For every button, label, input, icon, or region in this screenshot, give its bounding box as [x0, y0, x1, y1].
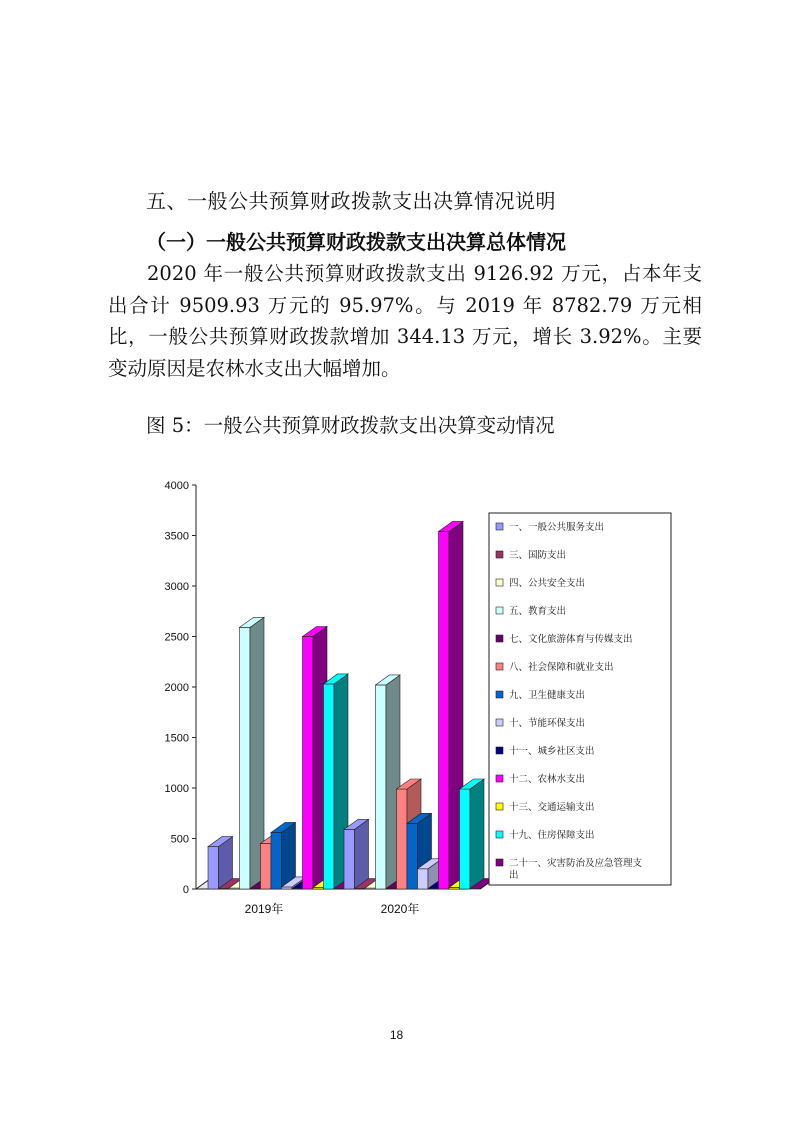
legend-swatch: [496, 579, 503, 586]
legend-swatch: [496, 607, 503, 614]
legend-label-cont: 出: [509, 870, 519, 881]
legend-swatch: [496, 523, 503, 530]
bar-side: [470, 779, 484, 889]
y-tick-label: 500: [170, 833, 189, 846]
bar-front: [397, 789, 408, 889]
expenditure-bar-chart: [150, 475, 680, 925]
body-paragraph: 2020 年一般公共预算财政拨款支出 9126.92 万元，占本年支出合计 9509.93 万元的 95.97%。与 2019 年 8782.79 万元相比，一般公共预算财政拨款增加 344.13 万元，增长 3.92%。主要变动原因是农林水支出大幅增加。: [108, 262, 702, 380]
legend-label: 七、文化旅游体育与传媒支出: [509, 634, 633, 645]
bar-front: [324, 684, 335, 889]
bar-front: [418, 869, 429, 889]
legend-label: 二十一、灾害防治及应急管理支: [509, 858, 643, 869]
bar-front: [407, 823, 418, 889]
bar-front: [344, 829, 355, 889]
legend-swatch: [496, 635, 503, 642]
legend-swatch: [496, 831, 503, 838]
y-tick-label: 4000: [164, 480, 189, 492]
legend-swatch: [496, 551, 503, 558]
x-tick-label: 2019年: [244, 902, 284, 916]
legend-label: 一、一般公共服务支出: [509, 522, 605, 533]
bar-front: [460, 789, 471, 889]
y-tick-label: 0: [182, 884, 189, 896]
chart-bars: [208, 521, 495, 889]
legend-swatch: [496, 691, 503, 698]
y-tick-label: 1500: [164, 732, 189, 745]
legend-label: 十一、城乡社区支出: [509, 746, 595, 757]
legend-swatch: [496, 747, 503, 754]
legend-label: 三、国防支出: [509, 550, 567, 561]
bar-front: [240, 627, 251, 889]
legend-swatch: [496, 803, 503, 810]
y-tick-label: 3000: [164, 581, 189, 593]
legend-label: 九、卫生健康支出: [509, 690, 586, 701]
legend-swatch: [496, 719, 503, 726]
y-tick-label: 2500: [164, 631, 189, 644]
bar-front: [282, 887, 293, 889]
figure-caption: 图 5：一般公共预算财政拨款支出决算变动情况: [146, 414, 555, 437]
legend-swatch: [496, 663, 503, 670]
legend-label: 五、教育支出: [509, 606, 567, 617]
x-tick-label: 2020年: [380, 902, 420, 916]
y-tick-label: 3500: [164, 530, 189, 543]
bar-front: [439, 531, 450, 889]
subsection-heading: （一）一般公共预算财政拨款支出决算总体情况: [146, 230, 566, 254]
legend-label: 十二、农林水支出: [509, 774, 586, 785]
legend-swatch: [496, 859, 503, 866]
chart-legend: [489, 513, 671, 885]
legend-label: 十三、交通运输支出: [509, 802, 595, 813]
bar-front: [208, 847, 219, 889]
legend-label: 八、社会保障和就业支出: [509, 662, 614, 673]
legend-swatch: [496, 775, 503, 782]
legend-label: 十、节能环保支出: [509, 718, 586, 729]
y-tick-label: 1000: [164, 783, 189, 795]
bar-front: [303, 637, 314, 890]
bar-front: [271, 832, 282, 889]
legend-label: 十九、住房保障支出: [509, 830, 595, 841]
section-heading: 五、一般公共预算财政拨款支出决算情况说明: [146, 189, 556, 213]
bar-front: [376, 685, 387, 889]
y-tick-label: 2000: [164, 682, 189, 694]
bar-side: [355, 819, 369, 889]
page-number: 18: [389, 1028, 404, 1042]
bar-front: [261, 844, 272, 889]
legend-label: 四、公共安全支出: [509, 578, 586, 589]
